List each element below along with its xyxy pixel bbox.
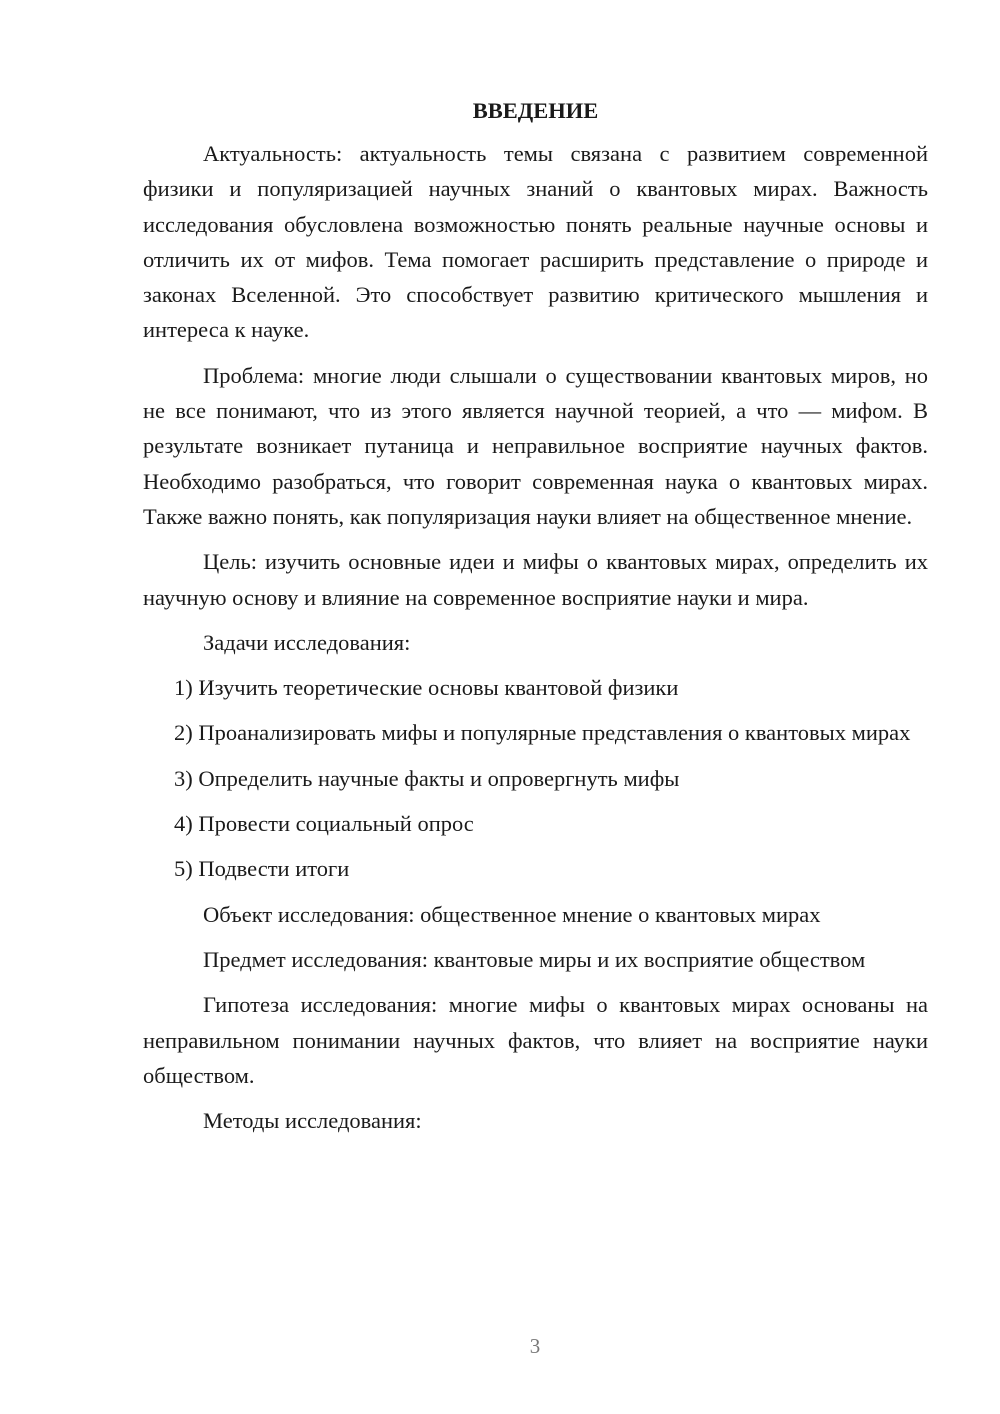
task-item: 2) Проанализировать мифы и популярные представления о квантовых мирах [174, 720, 911, 746]
object-paragraph: Объект исследования: общественное мнение о квантовых мирах [203, 901, 821, 927]
section-title: ВВЕДЕНИЕ [472, 98, 599, 123]
document-body [143, 95, 928, 1148]
methods-heading: Методы исследования: [203, 1108, 422, 1134]
page-number: 3 [529, 1334, 541, 1358]
relevance-paragraph: Актуальность: актуальность темы связана с развитием современной физики и популяризацией научных знаний о квантовых мирах. Важность исследования обусловлена возможностью понять реальные научные основы и отличить их от мифов. Тема помогает расширить представление о природе и законах Вселенной. Это способствует развитию критического мышления и интереса к науке. [143, 141, 928, 343]
goal-paragraph: Цель: изучить основные идеи и мифы о квантовых мирах, определить их научную основу и влияние на современное восприятие науки и мира. [143, 549, 928, 610]
hypothesis-paragraph: Гипотеза исследования: многие мифы о квантовых мирах основаны на неправильном понимании научных фактов, что влияет на восприятие науки обществом. [143, 992, 928, 1088]
tasks-heading: Задачи исследования: [203, 629, 411, 655]
task-item: 5) Подвести итоги [174, 856, 350, 882]
task-item: 3) Определить научные факты и опровергнуть мифы [174, 765, 680, 791]
task-item: 1) Изучить теоретические основы квантовой физики [174, 675, 679, 701]
task-item: 4) Провести социальный опрос [174, 811, 474, 837]
problem-paragraph: Проблема: многие люди слышали о существовании квантовых миров, но не все понимают, что из этого является научной теорией, а что — мифом. В результате возникает путаница и неправильное восприятие научных фактов. Необходимо разобраться, что говорит современная наука о квантовых мирах. Также важно понять, как популяризация науки влияет на общественное мнение. [143, 362, 928, 529]
subject-paragraph: Предмет исследования: квантовые миры и их восприятие обществом [203, 946, 866, 972]
